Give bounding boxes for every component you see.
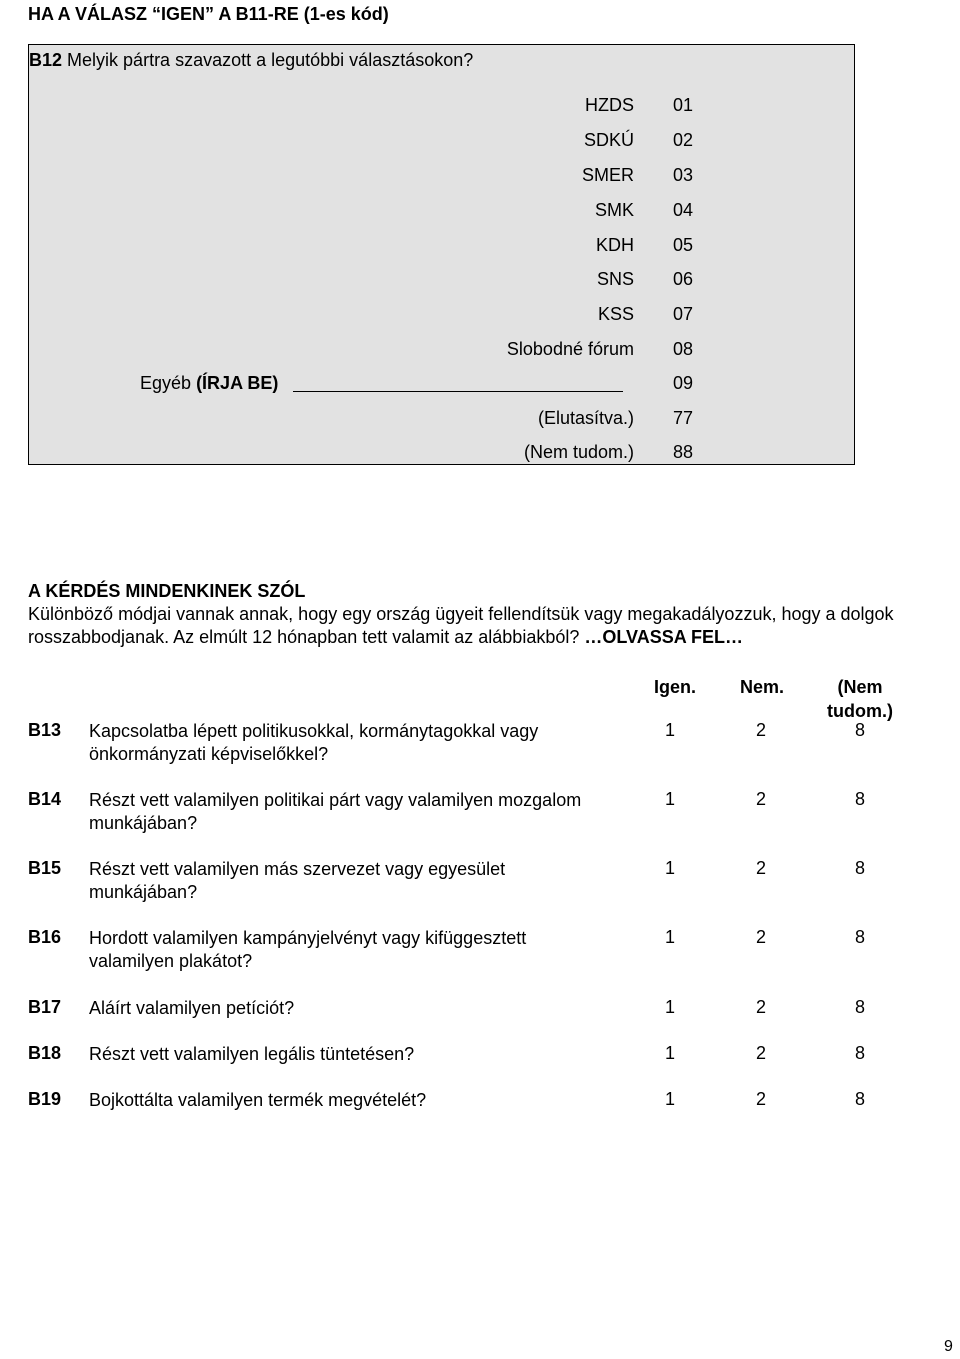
other-instruction: (ÍRJA BE) [196,373,279,393]
question-text: Részt vett valamilyen más szervezet vagy egyesület munkájában? [89,859,506,902]
option-label: SMK [594,200,634,220]
option-row [29,440,854,464]
page-number: 9 [944,1338,953,1355]
option-label: SDKÚ [583,130,634,150]
answer-dont-know[interactable]: 8 [854,858,865,878]
option-row [29,198,854,222]
option-code: 01 [673,95,694,115]
option-label: (Elutasítva.) [537,408,634,428]
answer-no[interactable]: 2 [755,1089,766,1109]
question-id: B15 [28,858,62,878]
question-text: Kapcsolatba lépett politikusokkal, kormánytagokkal vagy önkormányzati képviselőkkel? [89,721,539,764]
option-row [29,233,854,257]
option-code: 04 [673,200,694,220]
option-code: 03 [673,165,694,185]
option-row [29,406,854,430]
option-label: (Nem tudom.) [523,442,634,462]
option-row [29,163,854,187]
answer-no[interactable]: 2 [755,927,766,947]
question-text: Bojkottálta valamilyen termék megvételét? [89,1090,427,1110]
answer-yes[interactable]: 1 [664,858,675,878]
question-id: B16 [28,927,62,947]
answer-no[interactable]: 2 [755,789,766,809]
option-code: 88 [673,442,694,462]
intro-text: Különböző módjai vannak annak, hogy egy ország ügyeit fellendítsük vagy megakadályozzuk, hogy a dolgok rosszabbodjanak. Az elmúlt 12 hónapban tett valamit az alábbiakból? [28,604,894,647]
option-code: 02 [673,130,694,150]
option-code: 05 [673,235,694,255]
answer-no[interactable]: 2 [755,997,766,1017]
question-id: B19 [28,1089,62,1109]
question-id: B14 [28,789,62,809]
option-label: KSS [597,304,634,324]
answer-no[interactable]: 2 [755,720,766,740]
answer-yes[interactable]: 1 [664,789,675,809]
option-code: 77 [673,408,694,428]
option-row [29,128,854,152]
section-title: A KÉRDÉS MINDENKINEK SZÓL [28,581,306,601]
answer-no[interactable]: 2 [755,1043,766,1063]
other-label: Egyéb [140,373,192,393]
answer-dont-know[interactable]: 8 [854,789,865,809]
question-id: B18 [28,1043,62,1063]
option-label: SNS [596,269,634,289]
answer-dont-know[interactable]: 8 [854,997,865,1017]
question-text: Részt vett valamilyen politikai párt vagy valamilyen mozgalom munkájában? [89,790,582,833]
option-label: HZDS [585,95,634,115]
question-text: Hordott valamilyen kampányjelvényt vagy kifüggesztett valamilyen plakátot? [89,928,527,971]
option-row [29,337,854,361]
question-text: Aláírt valamilyen petíciót? [89,998,295,1018]
header-no: Nem. [739,677,784,697]
answer-yes[interactable]: 1 [664,927,675,947]
answer-dont-know[interactable]: 8 [854,1043,865,1063]
b12-question [29,50,473,71]
question-id: B17 [28,997,62,1017]
answer-dont-know[interactable]: 8 [854,1089,865,1109]
header-dont-know: (Nem tudom.) [827,677,893,721]
section-intro [28,580,928,649]
option-code: 06 [673,269,694,289]
header-yes: Igen. [653,677,696,697]
option-row [29,302,854,326]
answer-yes[interactable]: 1 [664,1043,675,1063]
write-in-line[interactable] [293,373,623,392]
option-label: Slobodné fórum [506,339,634,359]
section-text [28,603,928,649]
option-label: KDH [595,235,634,255]
answer-yes[interactable]: 1 [664,720,675,740]
question-id: B13 [28,720,62,740]
option-row [29,93,854,117]
answer-no[interactable]: 2 [755,858,766,878]
other-option-row [29,371,854,395]
option-row [29,267,854,291]
answer-dont-know[interactable]: 8 [854,927,865,947]
other-option-label [140,371,623,395]
answer-dont-know[interactable]: 8 [854,720,865,740]
b12-id: B12 [29,50,63,70]
option-code: 08 [673,339,694,359]
filter-heading: HA A VÁLASZ “IGEN” A B11-RE (1-es kód) [28,4,389,24]
b12-question-box [28,44,855,465]
option-label: SMER [581,165,634,185]
option-code: 09 [673,373,694,393]
option-code: 07 [673,304,694,324]
question-text: Részt vett valamilyen legális tüntetésen? [89,1044,415,1064]
read-aloud-instruction: …OLVASSA FEL… [584,627,744,647]
answer-yes[interactable]: 1 [664,1089,675,1109]
answer-yes[interactable]: 1 [664,997,675,1017]
b12-text: Melyik pártra szavazott a legutóbbi választásokon? [67,50,474,70]
